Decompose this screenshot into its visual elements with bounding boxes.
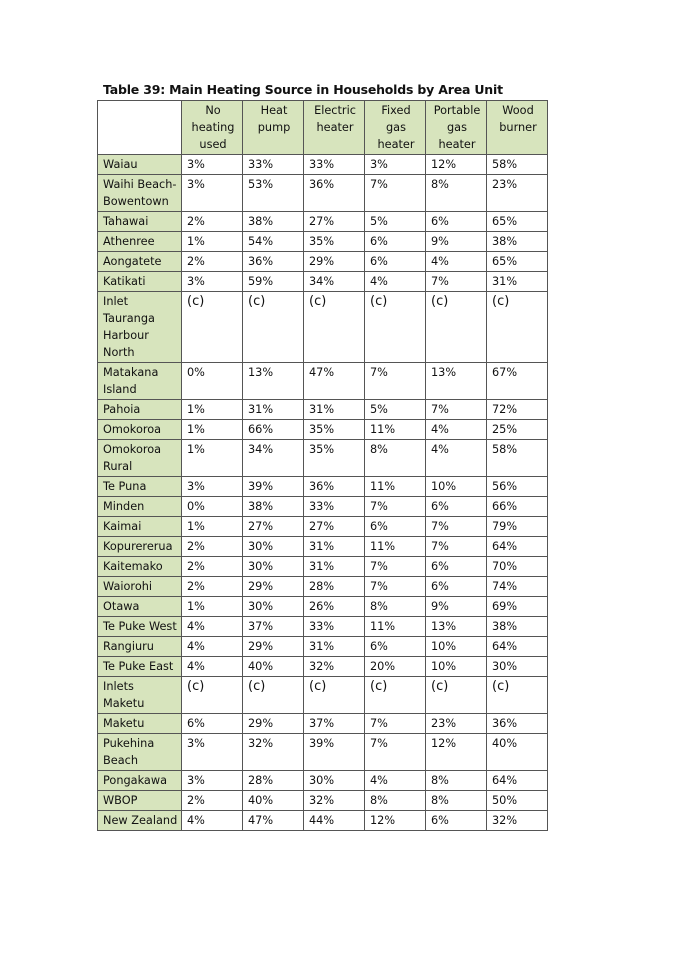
table-caption: Table 39: Main Heating Source in Households by Area Unit <box>103 82 503 97</box>
table-cell: (c) <box>304 292 365 363</box>
table-cell: 4% <box>426 420 487 440</box>
header-row <box>98 101 548 155</box>
table-cell: 27% <box>304 517 365 537</box>
table-row <box>98 420 548 440</box>
table-cell: 30% <box>243 597 304 617</box>
table-cell: 10% <box>426 657 487 677</box>
table-cell: 28% <box>243 771 304 791</box>
table-cell: 35% <box>304 232 365 252</box>
table-cell: 79% <box>487 517 548 537</box>
area-unit-name: Tahawai <box>98 212 182 232</box>
table-cell: 44% <box>304 811 365 831</box>
table-cell: (c) <box>243 292 304 363</box>
area-unit-name: Pahoia <box>98 400 182 420</box>
table-cell: 31% <box>304 637 365 657</box>
table-cell: 30% <box>304 771 365 791</box>
table-row <box>98 400 548 420</box>
table-cell: 5% <box>365 212 426 232</box>
area-unit-name: Kaitemako <box>98 557 182 577</box>
table-cell: 13% <box>243 363 304 400</box>
area-unit-name: Omokoroa <box>98 420 182 440</box>
table-cell: 6% <box>426 557 487 577</box>
table-cell: 5% <box>365 400 426 420</box>
table-cell: 6% <box>365 517 426 537</box>
table-cell: 67% <box>487 363 548 400</box>
table-cell: 12% <box>426 155 487 175</box>
table-cell: 54% <box>243 232 304 252</box>
area-unit-name: Waihi Beach-Bowentown <box>98 175 182 212</box>
table-row <box>98 577 548 597</box>
area-unit-name: Kopurererua <box>98 537 182 557</box>
table-cell: 7% <box>365 557 426 577</box>
table-cell: 8% <box>426 791 487 811</box>
table-cell: 38% <box>487 617 548 637</box>
table-cell: 29% <box>243 577 304 597</box>
table-cell: 8% <box>365 791 426 811</box>
table-cell: 11% <box>365 477 426 497</box>
table-cell: 7% <box>426 272 487 292</box>
table-cell: 58% <box>487 155 548 175</box>
area-unit-name: Omokoroa Rural <box>98 440 182 477</box>
area-unit-name: Waiau <box>98 155 182 175</box>
column-header-heat-pump: Heat pump <box>243 101 304 155</box>
table-cell: 23% <box>487 175 548 212</box>
area-unit-name: Otawa <box>98 597 182 617</box>
table-row <box>98 791 548 811</box>
table-cell: 36% <box>304 175 365 212</box>
table-cell: 23% <box>426 714 487 734</box>
table-cell: 11% <box>365 617 426 637</box>
table-cell: 6% <box>182 714 243 734</box>
table-cell: 6% <box>426 212 487 232</box>
table-cell: 56% <box>487 477 548 497</box>
table-cell: 30% <box>243 537 304 557</box>
table-cell: 29% <box>243 637 304 657</box>
table-cell: 31% <box>487 272 548 292</box>
table-cell: 40% <box>243 657 304 677</box>
table-cell: (c) <box>426 292 487 363</box>
table-cell: 2% <box>182 791 243 811</box>
table-cell: 7% <box>365 714 426 734</box>
table-cell: 34% <box>304 272 365 292</box>
table-cell: 4% <box>182 811 243 831</box>
table-body <box>98 155 548 831</box>
table-cell: 9% <box>426 232 487 252</box>
area-unit-name: Minden <box>98 497 182 517</box>
table-cell: 4% <box>365 771 426 791</box>
table-cell: 8% <box>365 440 426 477</box>
table-cell: 6% <box>426 497 487 517</box>
area-unit-name: Pongakawa <box>98 771 182 791</box>
table-row <box>98 617 548 637</box>
heating-source-table <box>97 100 548 831</box>
table-cell: 32% <box>243 734 304 771</box>
table-cell: 66% <box>487 497 548 517</box>
table-cell: 69% <box>487 597 548 617</box>
table-cell: 39% <box>304 734 365 771</box>
table-cell: 3% <box>182 272 243 292</box>
table-cell: (c) <box>365 292 426 363</box>
column-header-electric-heater: Electric heater <box>304 101 365 155</box>
area-unit-name: WBOP <box>98 791 182 811</box>
table-cell: 38% <box>243 212 304 232</box>
table-cell: 25% <box>487 420 548 440</box>
column-header-portable-gas-heater: Portable gas heater <box>426 101 487 155</box>
table-cell: 1% <box>182 517 243 537</box>
table-cell: 4% <box>365 272 426 292</box>
table-cell: 4% <box>182 617 243 637</box>
table-row <box>98 175 548 212</box>
table-cell: (c) <box>182 677 243 714</box>
table-row <box>98 714 548 734</box>
table-cell: 39% <box>243 477 304 497</box>
table-cell: 13% <box>426 363 487 400</box>
table-cell: 3% <box>182 734 243 771</box>
table-row <box>98 252 548 272</box>
table-cell: 4% <box>426 440 487 477</box>
area-unit-name: Aongatete <box>98 252 182 272</box>
table-cell: 74% <box>487 577 548 597</box>
table-cell: 37% <box>304 714 365 734</box>
table-cell: 6% <box>365 637 426 657</box>
table-cell: 1% <box>182 597 243 617</box>
table-row <box>98 557 548 577</box>
table-cell: 33% <box>304 497 365 517</box>
table-cell: 8% <box>426 175 487 212</box>
table-row <box>98 597 548 617</box>
table-cell: 28% <box>304 577 365 597</box>
corner-cell <box>98 101 182 155</box>
table-row <box>98 363 548 400</box>
area-unit-name: New Zealand <box>98 811 182 831</box>
table-cell: 40% <box>487 734 548 771</box>
table-cell: 35% <box>304 420 365 440</box>
area-unit-name: Waiorohi <box>98 577 182 597</box>
table-cell: 8% <box>365 597 426 617</box>
table-cell: 31% <box>304 537 365 557</box>
table-cell: 0% <box>182 363 243 400</box>
table-row <box>98 497 548 517</box>
table-cell: 7% <box>365 175 426 212</box>
table-cell: 1% <box>182 400 243 420</box>
table-row <box>98 440 548 477</box>
table-cell: 3% <box>182 477 243 497</box>
table-cell: 50% <box>487 791 548 811</box>
area-unit-name: Inlet Tauranga Harbour North <box>98 292 182 363</box>
table-cell: 7% <box>365 577 426 597</box>
table-cell: 38% <box>487 232 548 252</box>
table-cell: 11% <box>365 537 426 557</box>
table-row <box>98 811 548 831</box>
table-cell: 20% <box>365 657 426 677</box>
table-cell: 7% <box>365 497 426 517</box>
table-cell: 29% <box>243 714 304 734</box>
table-cell: 40% <box>243 791 304 811</box>
table-cell: 2% <box>182 212 243 232</box>
table-cell: 27% <box>304 212 365 232</box>
table-cell: 4% <box>182 637 243 657</box>
area-unit-name: Kaimai <box>98 517 182 537</box>
table-cell: 3% <box>182 771 243 791</box>
table-cell: (c) <box>487 292 548 363</box>
table-row <box>98 477 548 497</box>
table-cell: 33% <box>243 155 304 175</box>
table-cell: 4% <box>182 657 243 677</box>
table-cell: 64% <box>487 771 548 791</box>
area-unit-name: Te Puke West <box>98 617 182 637</box>
table-cell: 4% <box>426 252 487 272</box>
table-cell: 8% <box>426 771 487 791</box>
table-cell: 32% <box>487 811 548 831</box>
table-cell: 11% <box>365 420 426 440</box>
table-cell: (c) <box>304 677 365 714</box>
table-cell: 10% <box>426 637 487 657</box>
table-cell: 30% <box>487 657 548 677</box>
table-cell: 3% <box>365 155 426 175</box>
table-cell: 37% <box>243 617 304 637</box>
table-cell: 7% <box>365 363 426 400</box>
table-cell: 32% <box>304 657 365 677</box>
table-cell: 53% <box>243 175 304 212</box>
table-cell: 7% <box>426 517 487 537</box>
table-row <box>98 232 548 252</box>
table-cell: (c) <box>182 292 243 363</box>
area-unit-name: Athenree <box>98 232 182 252</box>
table-cell: 30% <box>243 557 304 577</box>
table-cell: 38% <box>243 497 304 517</box>
table-cell: (c) <box>487 677 548 714</box>
table-cell: 59% <box>243 272 304 292</box>
table-cell: 70% <box>487 557 548 577</box>
table-cell: 29% <box>304 252 365 272</box>
table-cell: 47% <box>304 363 365 400</box>
table-cell: 36% <box>304 477 365 497</box>
area-unit-name: Te Puna <box>98 477 182 497</box>
table-cell: 64% <box>487 637 548 657</box>
table-cell: 7% <box>365 734 426 771</box>
table-row <box>98 212 548 232</box>
table-cell: 7% <box>426 537 487 557</box>
area-unit-name: Maketu <box>98 714 182 734</box>
table-cell: 34% <box>243 440 304 477</box>
table-row <box>98 637 548 657</box>
table-cell: 66% <box>243 420 304 440</box>
table-cell: 12% <box>426 734 487 771</box>
table-cell: 13% <box>426 617 487 637</box>
table-cell: (c) <box>426 677 487 714</box>
area-unit-name: Te Puke East <box>98 657 182 677</box>
table-cell: 31% <box>304 400 365 420</box>
table-cell: 10% <box>426 477 487 497</box>
area-unit-name: Rangiuru <box>98 637 182 657</box>
table-row <box>98 517 548 537</box>
table-cell: 1% <box>182 420 243 440</box>
table-cell: (c) <box>243 677 304 714</box>
table-cell: 31% <box>304 557 365 577</box>
table-row <box>98 537 548 557</box>
table-cell: 12% <box>365 811 426 831</box>
table-cell: 33% <box>304 617 365 637</box>
table-cell: 1% <box>182 440 243 477</box>
table-row <box>98 734 548 771</box>
table-cell: 1% <box>182 232 243 252</box>
table-cell: 6% <box>426 577 487 597</box>
table-cell: 36% <box>243 252 304 272</box>
table-cell: 6% <box>365 252 426 272</box>
table-cell: 65% <box>487 212 548 232</box>
table-cell: 2% <box>182 577 243 597</box>
table-cell: 9% <box>426 597 487 617</box>
table-cell: 7% <box>426 400 487 420</box>
table-cell: 47% <box>243 811 304 831</box>
table-cell: 32% <box>304 791 365 811</box>
table-row <box>98 677 548 714</box>
table-cell: 27% <box>243 517 304 537</box>
area-unit-name: Inlets Maketu <box>98 677 182 714</box>
table-cell: 6% <box>365 232 426 252</box>
table-cell: 2% <box>182 537 243 557</box>
table-cell: 72% <box>487 400 548 420</box>
column-header-wood-burner: Wood burner <box>487 101 548 155</box>
area-unit-name: Katikati <box>98 272 182 292</box>
column-header-fixed-gas-heater: Fixed gas heater <box>365 101 426 155</box>
table-cell: (c) <box>365 677 426 714</box>
table-cell: 26% <box>304 597 365 617</box>
table-row <box>98 292 548 363</box>
table-cell: 65% <box>487 252 548 272</box>
table-cell: 33% <box>304 155 365 175</box>
area-unit-name: Matakana Island <box>98 363 182 400</box>
table-cell: 35% <box>304 440 365 477</box>
table-row <box>98 657 548 677</box>
table-cell: 0% <box>182 497 243 517</box>
table-row <box>98 155 548 175</box>
table-cell: 3% <box>182 155 243 175</box>
area-unit-name: Pukehina Beach <box>98 734 182 771</box>
table-cell: 64% <box>487 537 548 557</box>
table-cell: 6% <box>426 811 487 831</box>
table-cell: 31% <box>243 400 304 420</box>
column-header-no-heating: No heating used <box>182 101 243 155</box>
table-cell: 2% <box>182 252 243 272</box>
table-cell: 36% <box>487 714 548 734</box>
table-row <box>98 272 548 292</box>
table-cell: 2% <box>182 557 243 577</box>
table-row <box>98 771 548 791</box>
table-cell: 58% <box>487 440 548 477</box>
table-cell: 3% <box>182 175 243 212</box>
